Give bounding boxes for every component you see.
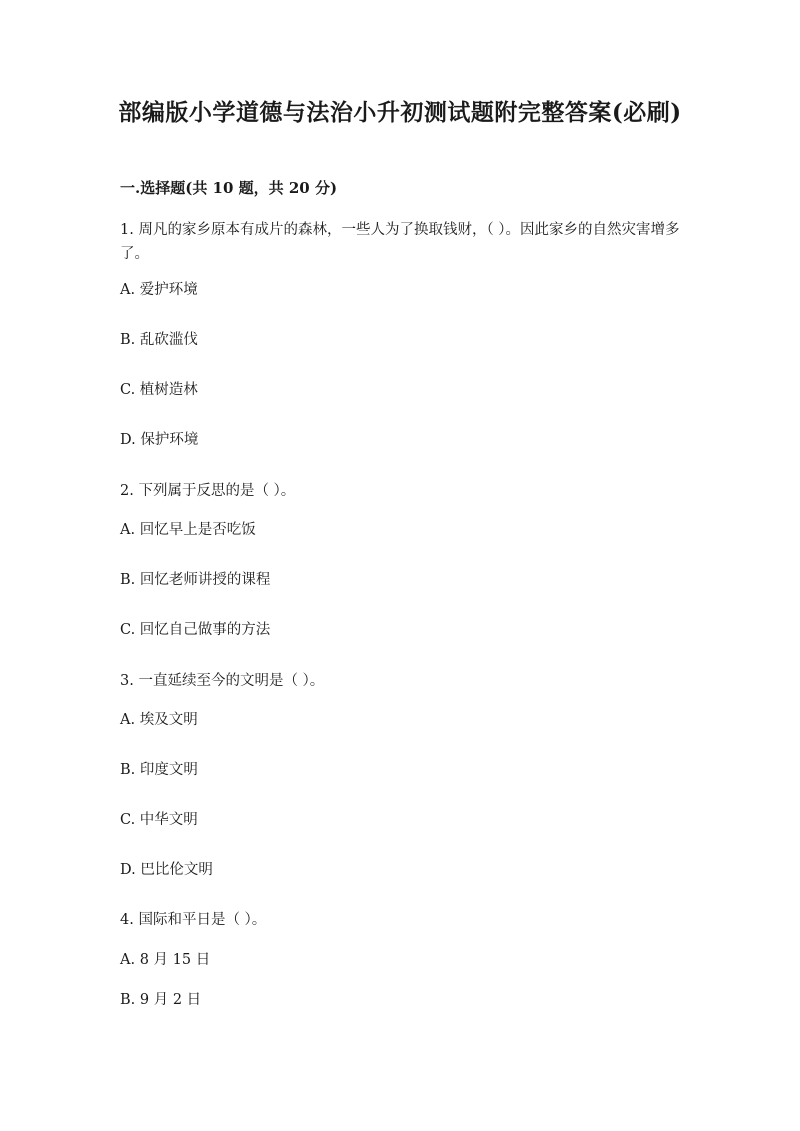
question-4-option-b: B. 9 月 2 日 <box>120 992 202 1008</box>
question-1-option-d: D. 保护环境 <box>120 432 199 448</box>
question-2-stem: 2. 下列属于反思的是（ ）。 <box>120 483 296 499</box>
question-3-option-b: B. 印度文明 <box>120 762 198 778</box>
question-4-option-a: A. 8 月 15 日 <box>120 952 211 968</box>
question-2-option-b: B. 回忆老师讲授的课程 <box>120 572 271 588</box>
question-2-option-a: A. 回忆早上是否吃饭 <box>120 522 256 538</box>
question-4-stem: 4. 国际和平日是（ ）。 <box>120 912 267 928</box>
section-heading: 一.选择题(共 10 题，共 20 分) <box>120 179 338 197</box>
question-3-option-c: C. 中华文明 <box>120 812 198 828</box>
question-3-option-d: D. 巴比伦文明 <box>120 862 213 878</box>
question-2-option-c: C. 回忆自己做事的方法 <box>120 622 271 638</box>
document-title: 部编版小学道德与法治小升初测试题附完整答案(必刷) <box>118 99 682 126</box>
question-3-option-a: A. 埃及文明 <box>120 712 198 728</box>
question-1-stem: 1. 周凡的家乡原本有成片的森林，一些人为了换取钱财，（ ）。因此家乡的自然灾害增多了。 <box>120 222 680 262</box>
question-1-option-a: A. 爱护环境 <box>120 282 198 298</box>
question-1-option-c: C. 植树造林 <box>120 382 198 398</box>
question-1-option-b: B. 乱砍滥伐 <box>120 332 198 348</box>
question-3-stem: 3. 一直延续至今的文明是（ ）。 <box>120 673 325 689</box>
